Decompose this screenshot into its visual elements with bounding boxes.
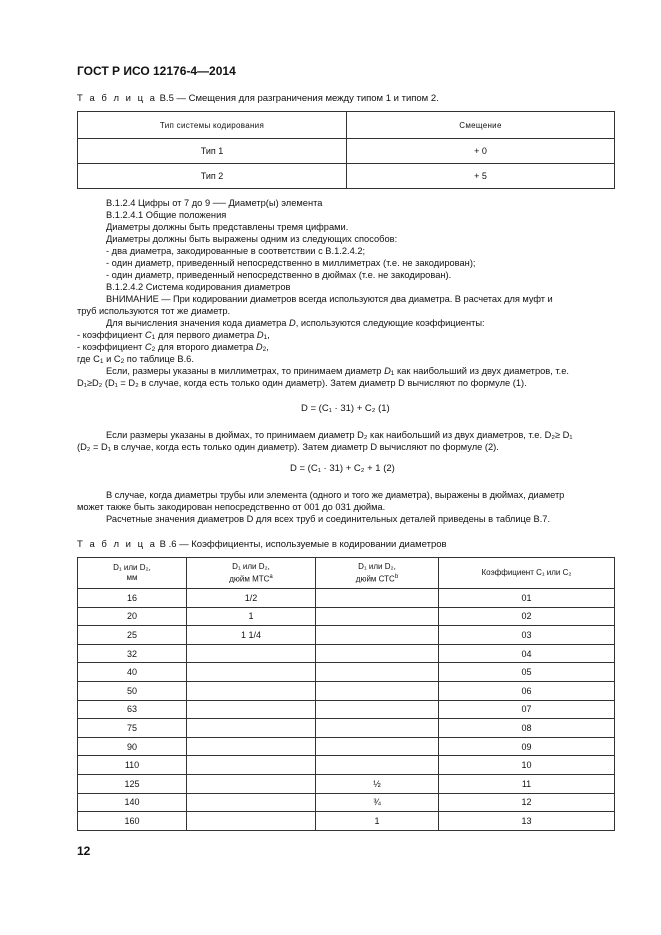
table-cell: 16: [78, 589, 187, 608]
table-cell: 75: [78, 719, 187, 738]
header-line: D₁ или D₂,: [232, 561, 270, 571]
table-cell: [187, 756, 316, 775]
page-header: ГОСТ Р ИСО 12176-4—2014: [77, 64, 236, 78]
text-line: - один диаметр, приведенный непосредственно в дюймах (т.е. не закодирован).: [106, 270, 452, 280]
page-number: 12: [77, 844, 91, 858]
text-span: 1: [263, 334, 268, 341]
text-span: - коэффициент: [77, 330, 145, 340]
table-row: [78, 737, 615, 756]
text-line: (D₂ = D₁ в случае, когда есть только один диаметр). Затем диаметр D вычисляют по формуле (2).: [77, 442, 499, 452]
table-cell: 09: [439, 737, 615, 756]
header-line: [316, 572, 438, 585]
text-line: ВНИМАНИЕ — При кодировании диаметров всегда используются два диаметра. В расчетах для муфт и: [106, 294, 553, 304]
table-b6-caption-text: В .6 — Коэффициенты, используемые в кодировании диаметров: [159, 539, 447, 550]
table-row: [78, 589, 615, 608]
table-cell: [316, 719, 439, 738]
table-row: [78, 164, 615, 189]
text-line: Расчетные значения диаметров D для всех труб и соединительных деталей приведены в таблице В.7.: [106, 514, 551, 524]
text-span: 1: [151, 334, 156, 341]
table-cell: 110: [78, 756, 187, 775]
text-span: D: [256, 330, 264, 340]
table-row: [78, 139, 615, 164]
table-cell: 20: [78, 607, 187, 626]
text-line: Диаметры должны быть представлены тремя цифрами.: [106, 222, 349, 232]
text-span: C: [144, 330, 152, 340]
table-cell: ½: [316, 774, 439, 793]
text-line: В.1.2.4 Цифры от 7 до 9 ── Диаметр(ы) элемента: [106, 198, 323, 208]
table-row: [78, 774, 615, 793]
table-cell: 13: [439, 812, 615, 831]
table-row: [78, 644, 615, 663]
table-b5-caption-prefix: Т а б л и ц а: [77, 93, 157, 104]
table-cell: [316, 644, 439, 663]
text-line: [106, 317, 485, 329]
table-row: [78, 793, 615, 812]
header-line: мм: [126, 573, 138, 582]
table-cell: [316, 663, 439, 682]
table-cell: 01: [439, 589, 615, 608]
text-span: 2: [262, 346, 267, 353]
table-row: [78, 812, 615, 831]
table-cell: 07: [439, 700, 615, 719]
text-span: D: [289, 318, 296, 328]
text-span: Если размеры указаны в дюймах, то принимаем диаметр: [106, 430, 358, 440]
table-cell: [316, 626, 439, 645]
text-line: может также быть закодирован непосредственно от 001 до 031 дюйма.: [77, 502, 386, 512]
table-cell: [316, 737, 439, 756]
table-cell: Тип 1: [78, 139, 347, 164]
text-span: D: [384, 366, 391, 376]
table-cell: [316, 700, 439, 719]
table-b5-caption: [77, 93, 439, 104]
table-cell: [187, 644, 316, 663]
text-span: 1: [390, 370, 395, 377]
table-row: [78, 756, 615, 775]
table-b6-caption-prefix: Т а б л и ц а: [77, 539, 157, 550]
table-cell: [187, 719, 316, 738]
text-line: - один диаметр, приведенный непосредственно в миллиметрах (т.е. не закодирован);: [106, 258, 476, 268]
table-header-row: [78, 112, 615, 139]
table-cell: 12: [439, 793, 615, 812]
text-span: D: [255, 342, 263, 352]
table-cell: [316, 589, 439, 608]
formula-1: D = (C₁ · 31) + C₂ (1): [301, 403, 390, 414]
table-cell: [187, 774, 316, 793]
table-cell: 63: [78, 700, 187, 719]
table-cell: 11: [439, 774, 615, 793]
table-header-cell: [187, 558, 316, 589]
table-cell: 50: [78, 681, 187, 700]
table-cell: 25: [78, 626, 187, 645]
table-b6-body: [78, 589, 615, 831]
table-cell: 03: [439, 626, 615, 645]
table-cell: 06: [439, 681, 615, 700]
header-text: дюйм МТС: [229, 574, 270, 584]
table-b5-caption-text: В.5 — Смещения для разграничения между типом 1 и типом 2.: [159, 93, 439, 104]
table-b6: [77, 557, 615, 831]
table-b5: [77, 111, 615, 189]
table-header-cell: Смещение: [347, 112, 615, 139]
table-cell: 125: [78, 774, 187, 793]
text-line: Диаметры должны быть выражены одним из следующих способов:: [106, 234, 398, 244]
text-span: для второго диаметра: [155, 342, 256, 352]
table-cell: 40: [78, 663, 187, 682]
table-cell: 1: [187, 607, 316, 626]
text-span: как наибольший из двух диаметров, т.е.: [394, 366, 569, 376]
text-line: В.1.2.4.1 Общие положения: [106, 210, 227, 220]
table-cell: 32: [78, 644, 187, 663]
table-cell: 160: [78, 812, 187, 831]
table-cell: [187, 700, 316, 719]
text-span: , используются следующие коэффициенты:: [295, 318, 485, 328]
text-span: для первого диаметра: [155, 330, 257, 340]
text-line: В.1.2.4.2 Система кодирования диаметров: [106, 282, 291, 292]
text-span: ,: [267, 330, 270, 340]
table-cell: 02: [439, 607, 615, 626]
table-header-row: [78, 558, 615, 589]
table-cell: + 5: [347, 164, 615, 189]
table-header-cell: [316, 558, 439, 589]
table-cell: + 0: [347, 139, 615, 164]
text-span: где С: [77, 354, 100, 364]
header-line: D₁ или D₂,: [358, 561, 396, 571]
table-cell: [316, 607, 439, 626]
table-row: [78, 607, 615, 626]
table-row: [78, 663, 615, 682]
table-header-cell: Коэффициент C₁ или C₂: [439, 558, 615, 589]
text-line: труб используются тот же диаметр.: [77, 306, 231, 316]
header-text: дюйм СТС: [355, 574, 395, 584]
text-span: Если, размеры указаны в миллиметрах, то принимаем диаметр: [106, 366, 385, 376]
table-cell: [187, 793, 316, 812]
table-cell: [316, 756, 439, 775]
header-line: D₁ или D₂,: [113, 563, 151, 572]
table-row: [78, 700, 615, 719]
table-cell: 90: [78, 737, 187, 756]
table-header-cell: Тип системы кодирования: [78, 112, 347, 139]
table-cell: ¾: [316, 793, 439, 812]
text-span: 1: [99, 358, 104, 365]
table-cell: 1/2: [187, 589, 316, 608]
text-span: по таблице В.6.: [124, 354, 194, 364]
text-line: В случае, когда диаметры трубы или элемента (одного и того же диаметра), выражены в дюймах, диаметр: [106, 490, 565, 500]
header-line: [187, 572, 315, 585]
text-span: ,: [266, 342, 269, 352]
table-row: [78, 719, 615, 738]
table-cell: 1 1/4: [187, 626, 316, 645]
table-cell: [187, 812, 316, 831]
table-cell: [316, 681, 439, 700]
table-cell: 05: [439, 663, 615, 682]
table-cell: Тип 2: [78, 164, 347, 189]
table-cell: 04: [439, 644, 615, 663]
table-cell: [187, 681, 316, 700]
table-cell: 08: [439, 719, 615, 738]
formula-2: D = (C₁ · 31) + C₂ + 1 (2): [290, 463, 395, 474]
footnote-mark: a: [269, 573, 273, 580]
table-cell: [187, 663, 316, 682]
text-span: D₂ как наибольший из двух диаметров, т.е. D₂≥ D₁: [357, 430, 573, 440]
text-span: 2: [151, 346, 156, 353]
text-span: Для вычисления значения кода диаметра: [106, 318, 290, 328]
table-header-cell: [78, 558, 187, 589]
table-cell: 140: [78, 793, 187, 812]
text-line: D₁≥D₂ (D₁ = D₂ в случае, когда есть только один диаметр). Затем диаметр D вычисляют по формуле (1).: [77, 378, 527, 388]
text-line: - два диаметра, закодированные в соответствии с В.1.2.4.2;: [106, 246, 366, 256]
table-b6-caption: [77, 539, 447, 550]
table-row: [78, 626, 615, 645]
text-span: C: [144, 342, 152, 352]
text-span: 2: [120, 358, 125, 365]
footnote-mark: b: [394, 573, 399, 580]
table-cell: [187, 737, 316, 756]
table-cell: 1: [316, 812, 439, 831]
table-row: [78, 681, 615, 700]
table-cell: 10: [439, 756, 615, 775]
text-line: [106, 429, 572, 441]
text-span: - коэффициент: [77, 342, 145, 352]
text-span: и С: [103, 354, 121, 364]
